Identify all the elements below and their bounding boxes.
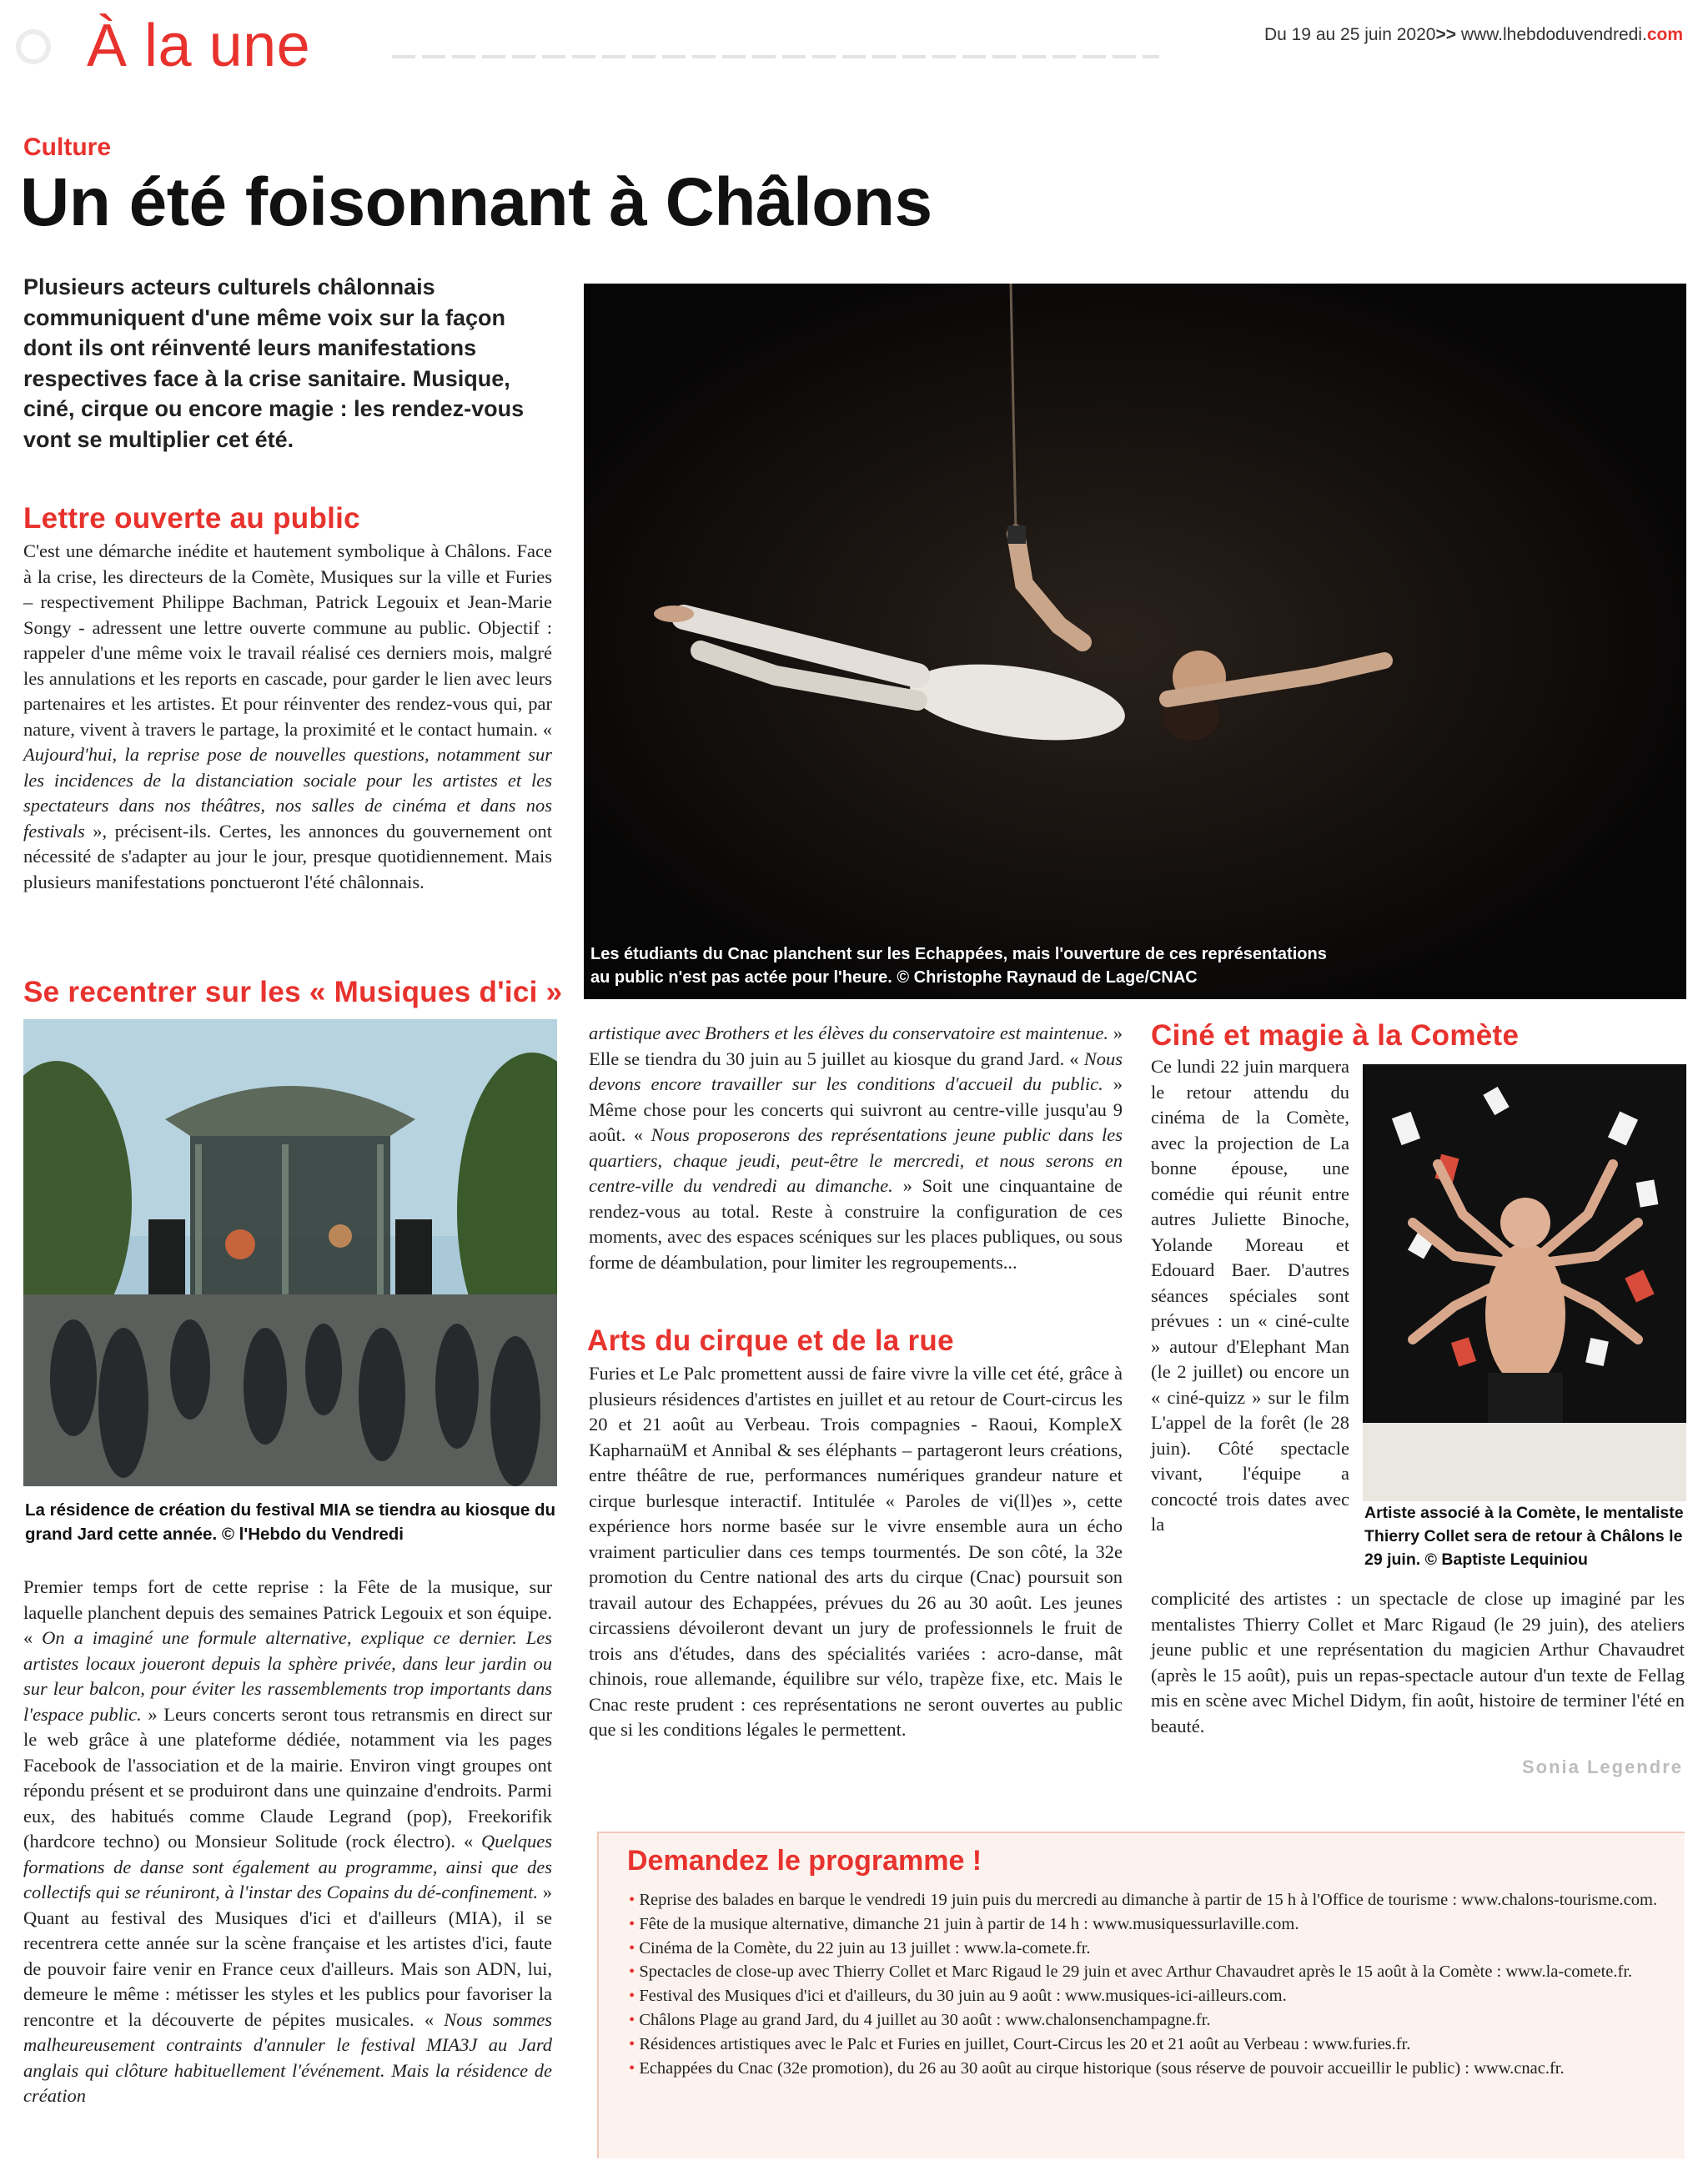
dateline-arrows: >> [1435, 25, 1456, 44]
kiosque-photo-caption: La résidence de création du festival MIA se tiendra au kiosque du grand Jard cette année. © l'Hebdo du Vendredi [25, 1500, 556, 1544]
header-dateline [1264, 25, 1683, 45]
magician-photo-caption: Artiste associé à la Comète, le mentaliste Thierry Collet sera de retour à Châlons le 29 juin. © Baptiste Lequiniou [1364, 1504, 1684, 1569]
headline: Un été foisonnant à Châlons [20, 164, 932, 240]
section-body-comete-wide: complicité des artistes : un spectacle de close up imaginé par les mentalistes Thierry Collet et Marc Rigaud (le 29 juin), des ateliers jeune public et une représentation du magicien Arthur Chavaudret (après le 15 août), puis un repas-spectacle autour d'un texte de Fellag mis en scène avec Michel Didym, fin août, histoire de terminer l'été en beauté. [1151, 1588, 1685, 1736]
programme-item: • Spectacles de close-up avec Thierry Collet et Marc Rigaud le 29 juin et avec Arthur Chavaudret après le 15 août à la Comète : www.la-comete.fr. [629, 1962, 1633, 1982]
section-body-comete-narrow: Ce lundi 22 juin marquera le retour attendu du cinéma de la Comète, avec la projection de La bonne épouse, une comédie qui réunit entre autres Juliette Binoche, Yolande Moreau et Edouard Baer. D'autres séances spéciales sont prévues : un « ciné-culte » autour d'Elephant Man (le 2 juillet) ou encore un « ciné-quizz » sur le film L'appel de la forêt (le 28 juin). Côté spectacle vivant, l'équipe a concocté trois dates avec la [1151, 1056, 1349, 1535]
programme-box [597, 1832, 1685, 2158]
programme-list [629, 1888, 1671, 2080]
kiosque-photo [23, 1019, 557, 1486]
programme-item: • Fête de la musique alternative, dimanche 21 juin à partir de 14 h : www.musiquessurlaville.com. [629, 1914, 1299, 1933]
section-title-musiques: Se recentrer sur les « Musiques d'ici » [23, 976, 563, 1008]
acrobat-photo [584, 284, 1686, 999]
section-body-musiques-col1: Premier temps fort de cette reprise : la Fête de la musique, sur laquelle planchent depuis des semaines Patrick Legouix et son équipe. « On a imaginé une formule alternative, explique ce dernier. Les artistes locaux joueront depuis la sphère privée, dans leur jardin ou sur leur balcon, pour éviter les rassemblements trop importants dans l'espace public. » Leurs concerts seront tous retransmis en direct sur le web grâce à une plateforme dédiée, notamment via les pages Facebook de l'association et de la mairie. Environ vingt groupes ont répondu présent et se produiront dans une quinzaine d'endroits. Parmi eux, des habitués comme Claude Legrand (pop), Freekorifik (hardcore techno) ou Monsieur Solitude (rock électro). « Quelques formations de danse sont également au programme, ainsi que des collectifs qui se réuniront, à l'instar des Copains du dé-confinement. » Quant au festival des Musiques d'ici et d'ailleurs (MIA), il se recentrera cette année sur la scène française et les artistes d'ici, faute de pouvoir faire venir en France ceux d'ailleurs. Mais son ADN, lui, demeure le même : métisser les styles et les publics pour favoriser la rencontre et la découverte de pépites musicales. « Nous sommes malheureusement contraints d'annuler le festival MIA3J au Jard anglais qui clôture habituellement l'événement. Mais la résidence de création [23, 1576, 553, 2106]
header-rule [392, 55, 1159, 58]
kicker: Culture [23, 133, 111, 161]
section-title-comete: Ciné et magie à la Comète [1151, 1019, 1520, 1052]
programme-item: • Reprise des balades en barque le vendredi 19 juin puis du mercredi au dimanche à partir de 15 h à l'Office de tourisme : www.chalons-tourisme.com. [629, 1891, 1658, 1909]
section-title-cirque: Arts du cirque et de la rue [587, 1324, 954, 1357]
programme-item: • Cinéma de la Comète, du 22 juin au 13 juillet : www.la-comete.fr. [629, 1938, 1091, 1957]
author-signature: Sonia Legendre [1521, 1756, 1683, 1777]
section-body-cirque: Furies et Le Palc promettent aussi de faire vivre la ville cet été, grâce à plusieurs résidences d'artistes en juillet et au retour de Court-circus les 20 et 21 août au Verbeau. Trois compagnies - Raoui, KompleX KapharnaüM et Annibal & ses éléphants – partageront leurs créations, entre théâtre de rue, performances numériques grandeur nature et cirque burlesque interactif. Intitulée « Paroles de vi(ll)es », cette expérience hors norme basée sur le vivre ensemble aura un écho vraiment particulier dans ces temps tourmentés. De son côté, la 32e promotion du Centre national des arts du cirque (Cnac) poursuit son travail autour des Echappées, prévues du 26 au 30 août. Les jeunes circassiens dévoileront devant un jury de professionnels le fruit de trois ans d'études, dans des spécialités variées : acro-danse, mât chinois, roue allemande, équilibre sur vélo, trapèze fixe, etc. Mais le Cnac reste prudent : ces représentations ne seront ouvertes au public que si les conditions légales le permettent. [589, 1363, 1123, 1740]
rubric-logo [15, 25, 52, 67]
section-body-lettre: C'est une démarche inédite et hautement symbolique à Châlons. Face à la crise, les directeurs de la Comète, Musiques sur la ville et Furies – respectivement Philippe Bachman, Patrick Legouix et Jean-Marie Songy - adressent une lettre ouverte commune au public. Objectif : rappeler d'une même voix le travail réalisé ces derniers mois, malgré les annulations et les reports en cascade, pour garder le lien avec leurs partenaires et les artistes. Et pour réinventer des rendez-vous qui, par nature, vivent à travers le partage, la proximité et le contact humain. « Aujourd'hui, la reprise pose de nouvelles questions, notamment sur les incidences de la distanciation sociale pour les artistes et les spectateurs dans nos théâtres, nos salles de cinéma et dans nos festivals », précisent-ils. Certes, les annonces du gouvernement ont nécessité de s'adapter au jour le jour, presque quotidiennement. Mais plusieurs manifestations ponctueront l'été châlonnais. [23, 540, 552, 892]
section-title-lettre: Lettre ouverte au public [23, 502, 360, 535]
lead-paragraph: Plusieurs acteurs culturels châlonnais communiquent d'une même voix sur la façon dont ils ont réinventé leurs manifestations respectives face à la crise sanitaire. Musique, ciné, cirque ou encore magie : les rendez-vous vont se multiplier cet été. [23, 274, 525, 452]
issue-date: Du 19 au 25 juin 2020 [1263, 25, 1436, 44]
magician-photo [1363, 1064, 1686, 1501]
website-link[interactable]: www.lhebdoduvendredi.com [1460, 25, 1683, 44]
rubric-title: À la une [87, 13, 311, 79]
acrobat-photo-caption: Les étudiants du Cnac planchent sur les Echappées, mais l'ouverture de ces représentations au public n'est pas actée pour l'heure. © Christophe Raynaud de Lage/CNAC [590, 945, 1327, 987]
programme-item: • Châlons Plage au grand Jard, du 4 juillet au 30 août : www.chalonsenchampagne.fr. [629, 2010, 1211, 2029]
programme-item: • Festival des Musiques d'ici et d'ailleurs, du 30 juin au 9 août : www.musiques-ici-ailleurs.com. [629, 1987, 1287, 2006]
programme-item: • Echappées du Cnac (32e promotion), du 26 au 30 août au cirque historique (sous réserve de pouvoir accueillir le public) : www.cnac.fr. [629, 2058, 1565, 2078]
programme-title: Demandez le programme ! [627, 1845, 982, 1877]
programme-item: • Résidences artistiques avec le Palc et Furies en juillet, Court-Circus les 20 et 21 août au Verbeau : www.furies.fr. [629, 2034, 1411, 2053]
section-body-musiques-col2: artistique avec Brothers et les élèves du conservatoire est maintenue. » Elle se tiendra du 30 juin au 5 juillet au kiosque du grand Jard. « Nous devons encore travailler sur les conditions d'accueil du public. » Même chose pour les concerts qui suivront au centre-ville jusqu'au 9 août. « Nous proposerons des représentations jeune public dans les quartiers, chaque jeudi, peut-être le mercredi, et nous serons en centre-ville du vendredi au dimanche. » Soit une cinquantaine de rendez-vous au total. Reste à construire la configuration de ces moments, avec des espaces scéniques sur les places publiques, ou sous forme de déambulation, pour limiter les regroupements... [589, 1023, 1123, 1273]
